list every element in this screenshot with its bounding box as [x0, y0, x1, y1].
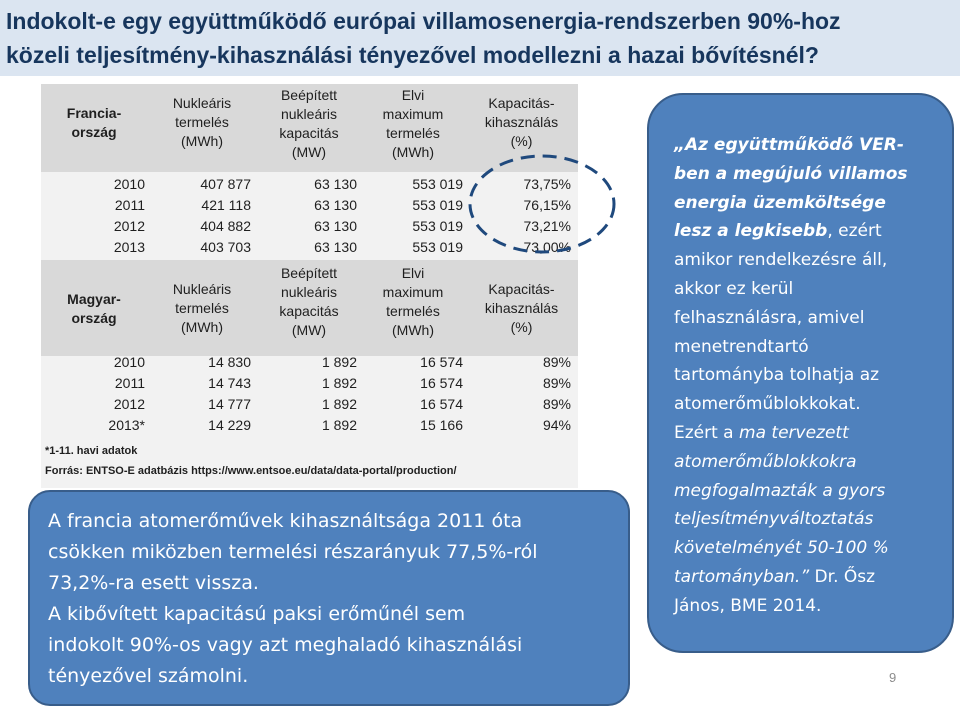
hungary-label-line: Magyar-: [67, 291, 121, 307]
quote-emphasis: energia üzemköltsége: [674, 192, 886, 213]
max-production-cell: 553 019: [412, 218, 463, 234]
header-line: Nukleáris: [172, 95, 232, 111]
year-cell: 2011: [114, 197, 145, 213]
header-line: Beépített: [280, 87, 338, 103]
france-label-line: Francia-: [66, 105, 122, 121]
quote-line: [674, 217, 942, 246]
hungary-label-line: ország: [71, 310, 117, 326]
header-line: kapacitás: [279, 125, 339, 141]
header-max-production: [363, 264, 463, 340]
header-line: Elvi: [401, 265, 425, 281]
production-cell: 404 882: [200, 218, 251, 234]
max-production-cell: 553 019: [412, 239, 463, 255]
quote-line: [674, 563, 942, 592]
hungary-label: [49, 290, 139, 328]
utilization-cell: 89%: [542, 396, 571, 412]
header-line: kihasználás: [484, 114, 559, 130]
year-cell: 2010: [113, 176, 145, 192]
slide-title: [0, 0, 960, 76]
capacity-table: [41, 84, 578, 488]
max-production-cell: 16 574: [420, 396, 463, 412]
left-callout: [28, 490, 630, 706]
slide-title-line-1: Indokolt-e egy együttműködő európai villamosenergia-rendszerben 90%-hoz: [6, 8, 841, 34]
quote-emphasis: ben a megújuló villamos: [674, 163, 908, 184]
quote-callout: [647, 93, 954, 653]
quote-italic: atomerőműblokkokra: [674, 451, 857, 472]
max-production-cell: 16 574: [420, 375, 463, 391]
france-label: [49, 104, 139, 142]
header-line: (MW): [291, 322, 327, 338]
table-row: [41, 352, 578, 373]
header-line: termelés: [386, 303, 440, 319]
production-cell: 14 743: [208, 375, 251, 391]
table-row: [41, 394, 578, 415]
quote-text: , ezért: [827, 221, 882, 242]
utilization-cell: 73,75%: [523, 176, 571, 192]
production-cell: 421 118: [201, 197, 251, 213]
quote-italic: követelményét 50-100 %: [674, 538, 889, 559]
production-cell: 403 703: [200, 239, 251, 255]
year-cell: 2012: [113, 218, 145, 234]
quote-line: felhasználásra, amivel: [674, 307, 865, 328]
header-line: kapacitás: [279, 303, 339, 319]
quote-line: atomerőműblokkokat.: [674, 394, 861, 415]
header-line: nukleáris: [280, 284, 338, 300]
header-line: (MWh): [392, 144, 434, 160]
header-line: termelés: [175, 114, 229, 130]
quote-italic: tartományban.”: [674, 566, 810, 587]
left-callout-line: 73,2%-ra esett vissza.: [48, 572, 259, 594]
capacity-cell: 1 892: [321, 396, 357, 412]
header-utilization: [469, 94, 574, 151]
header-line: maximum: [382, 106, 444, 122]
table-source: Forrás: ENTSO-E adatbázis https://www.entsoe.eu/data/data-portal/production/: [45, 465, 457, 477]
left-callout-line: A francia atomerőművek kihasználtsága 2011 óta: [48, 510, 523, 532]
quote-text: Ezért a: [674, 422, 740, 443]
year-cell: 2012: [113, 396, 145, 412]
header-capacity: [259, 264, 359, 340]
quote-line: János, BME 2014.: [674, 595, 822, 616]
quote-italic: teljesítményváltoztatás: [674, 509, 874, 530]
left-callout-line: csökken miközben termelési részarányuk 77,5%-ról: [48, 541, 538, 563]
production-cell: 14 777: [208, 396, 251, 412]
quote-line: akkor ez kerül: [674, 278, 794, 299]
capacity-cell: 63 130: [314, 197, 357, 213]
header-line: termelés: [386, 125, 440, 141]
header-line: (MWh): [181, 319, 223, 335]
header-capacity: [259, 86, 359, 162]
header-line: kihasználás: [484, 300, 559, 316]
table-row: [41, 373, 578, 394]
production-cell: 14 229: [208, 417, 251, 433]
production-cell: 407 877: [200, 176, 251, 192]
quote-line: tartományba tolhatja az: [674, 365, 880, 386]
quote-line: [674, 419, 942, 448]
france-label-line: ország: [71, 124, 117, 140]
header-line: (%): [510, 319, 533, 335]
year-cell: 2013: [113, 239, 145, 255]
quote-line: [674, 131, 942, 160]
header-max-production: [363, 86, 463, 162]
header-line: nukleáris: [280, 106, 338, 122]
highlight-ellipse: [462, 148, 622, 260]
utilization-cell: 89%: [542, 354, 571, 370]
header-utilization: [469, 280, 574, 337]
max-production-cell: 15 166: [420, 417, 463, 433]
quote-line: [674, 448, 942, 477]
quote-line: [674, 189, 942, 218]
capacity-cell: 63 130: [314, 239, 357, 255]
header-line: Elvi: [401, 87, 425, 103]
left-callout-line: indokolt 90%-os vagy azt meghaladó kihasználási: [48, 634, 523, 656]
quote-line: [674, 505, 942, 534]
header-line: Kapacitás-: [488, 95, 555, 111]
left-callout-line: A kibővített kapacitású paksi erőműnél sem: [48, 603, 466, 625]
max-production-cell: 16 574: [420, 354, 463, 370]
max-production-cell: 553 019: [412, 197, 463, 213]
header-line: termelés: [175, 300, 229, 316]
header-line: maximum: [382, 284, 444, 300]
table-footnote: *1-11. havi adatok: [45, 445, 138, 457]
utilization-cell: 76,15%: [523, 197, 571, 213]
quote-emphasis: „Az együttműködő VER-: [674, 135, 904, 155]
header-line: Nukleáris: [172, 281, 232, 297]
header-line: Kapacitás-: [488, 281, 555, 297]
utilization-cell: 94%: [542, 417, 571, 433]
table-row: [41, 415, 578, 436]
quote-line: amikor rendelkezésre áll,: [674, 250, 888, 271]
capacity-cell: 1 892: [321, 375, 357, 391]
utilization-cell: 73,21%: [523, 218, 571, 234]
capacity-cell: 1 892: [321, 354, 357, 370]
year-cell: 2010: [113, 354, 145, 370]
quote-italic: megfogalmazták a gyors: [674, 480, 886, 501]
header-production: [157, 280, 247, 337]
left-callout-line: tényezővel számolni.: [48, 665, 249, 687]
header-line: (MW): [291, 144, 327, 160]
quote-line: menetrendtartó: [674, 336, 809, 357]
capacity-cell: 1 892: [321, 417, 357, 433]
quote-author: Dr. Ősz: [809, 566, 876, 587]
quote-line: [674, 160, 942, 189]
max-production-cell: 553 019: [412, 176, 463, 192]
slide-title-line-2: közeli teljesítmény-kihasználási tényezővel modellezni a hazai bővítésnél?: [6, 42, 819, 68]
header-production: [157, 94, 247, 151]
quote-italic: ma tervezett: [739, 422, 849, 443]
year-cell: 2011: [114, 375, 145, 391]
capacity-cell: 63 130: [314, 218, 357, 234]
year-cell: 2013*: [108, 417, 145, 433]
header-line: (MWh): [392, 322, 434, 338]
quote-line: [674, 534, 942, 563]
utilization-cell: 73,00%: [523, 239, 571, 255]
header-line: Beépített: [280, 265, 338, 281]
header-line: (%): [510, 133, 533, 149]
page-number: 9: [889, 670, 897, 685]
capacity-cell: 63 130: [314, 176, 357, 192]
header-line: (MWh): [181, 133, 223, 149]
utilization-cell: 89%: [542, 375, 571, 391]
production-cell: 14 830: [208, 354, 251, 370]
quote-emphasis: lesz a legkisebb: [674, 221, 828, 242]
quote-line: [674, 477, 942, 506]
